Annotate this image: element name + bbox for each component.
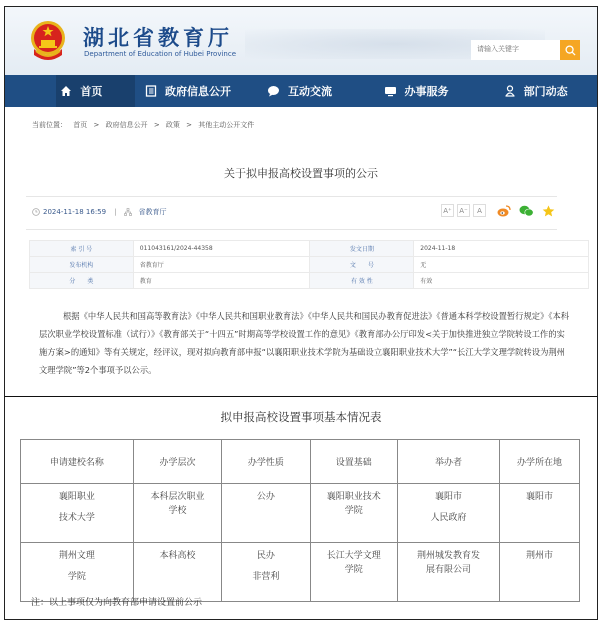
cell-line: 学院 [67, 572, 86, 582]
article-body: 根据《中华人民共和国高等教育法》《中华人民共和国职业教育法》《中华人民共和国民办教育促进法》《普通本科学校设置暂行规定》《本科层次职业学校设置标准（试行）》《教育部关于“十四五”时期高等学校设置工作的意见》《教育部办公厅印发<关于加快推进独立学院转设工作的实施方案>的通知》等有关规定，经评议，现对拟向教育部申报“以襄阳职业技术学院为基础设立襄阳职业技术大学”“长江大学文理学院转设为荆州文理学院”等2个事项予以公示。 [39, 311, 570, 375]
cell-line: 襄阳市 [435, 492, 463, 502]
cell-line: 本科高校 [159, 551, 196, 561]
monitor-icon [384, 85, 397, 97]
cell-line: 展有限公司 [426, 565, 472, 575]
info-value: 无 [414, 257, 589, 273]
breadcrumb-sep: > [186, 121, 193, 129]
info-value: 2024-11-18 [414, 241, 589, 257]
nav-label: 互动交流 [288, 85, 332, 98]
cell-school-name [21, 484, 134, 543]
header-school-name: 申请建校名称 [21, 440, 134, 484]
cell-line: 技术大学 [58, 513, 95, 523]
favorite-star-icon[interactable] [542, 205, 555, 217]
cell-location: 荆州市 [500, 543, 580, 602]
cell-nature [222, 543, 310, 602]
search-icon [565, 45, 576, 56]
info-key: 发布机构 [30, 257, 134, 273]
search-button[interactable] [560, 40, 580, 60]
info-row [30, 241, 589, 257]
table-note: 注：以上事项仅为向教育部申请设置前公示 [31, 598, 203, 608]
table-header-row [21, 440, 580, 484]
cell-school-name [21, 543, 134, 602]
info-value: 011043161/2024-44358 [133, 241, 310, 257]
cell-basis [310, 484, 397, 543]
cell-line: 民办 [256, 551, 275, 561]
header-level: 办学层次 [133, 440, 221, 484]
cell-line: 襄阳职业 [58, 492, 95, 502]
info-key: 索 引 号 [30, 241, 134, 257]
header-sponsor: 举办者 [397, 440, 499, 484]
breadcrumb-policy[interactable]: 政策 [165, 121, 180, 129]
site-title: 湖北省教育厅 [83, 25, 233, 50]
cell-line: 非营利 [252, 572, 280, 582]
cell-sponsor [397, 484, 499, 543]
cell-line: 学院 [344, 565, 363, 575]
article-tools [441, 204, 555, 217]
info-value: 教育 [133, 273, 310, 289]
schools-table-title: 拟申报高校设置事项基本情况表 [220, 410, 382, 424]
font-decrease-button[interactable]: A⁻ [457, 204, 470, 217]
header-basis: 设置基础 [310, 440, 397, 484]
breadcrumb-sep: > [153, 121, 160, 129]
chat-icon [267, 85, 280, 97]
divider [26, 196, 557, 197]
nav-item-interaction[interactable] [257, 75, 372, 107]
article-meta [32, 207, 166, 217]
cell-basis [310, 543, 397, 602]
nav-item-gov-info[interactable] [135, 75, 257, 107]
breadcrumb [32, 120, 258, 130]
divider [26, 229, 557, 230]
cell-line: 学校 [168, 506, 187, 516]
header-location: 办学所在地 [500, 440, 580, 484]
table-row [21, 484, 580, 543]
font-reset-button[interactable]: A [473, 204, 486, 217]
document-icon [145, 85, 157, 97]
national-emblem-icon [28, 19, 68, 65]
font-increase-button[interactable]: A⁺ [441, 204, 454, 217]
cell-level [133, 543, 221, 602]
breadcrumb-gov-info[interactable]: 政府信息公开 [105, 121, 148, 129]
cell-line: 学院 [344, 506, 363, 516]
info-key: 分 类 [30, 273, 134, 289]
webpage-screenshot [4, 6, 598, 398]
wechat-icon[interactable] [519, 205, 534, 217]
info-key: 文 号 [310, 257, 414, 273]
breadcrumb-other-docs[interactable]: 其他主动公开文件 [198, 121, 255, 129]
header-nature: 办学性质 [222, 440, 310, 484]
nav-label: 政府信息公开 [165, 85, 231, 98]
info-row [30, 257, 589, 273]
site-header [5, 7, 597, 75]
search-input[interactable] [471, 40, 561, 60]
nav-item-home[interactable] [56, 75, 135, 107]
main-nav [5, 75, 597, 107]
nav-label: 办事服务 [404, 85, 449, 98]
breadcrumb-prefix: 当前位置： [32, 121, 67, 129]
cell-line: 长江大学文理 [326, 551, 381, 561]
nav-label: 首页 [80, 85, 103, 98]
cell-level [133, 484, 221, 543]
article-title: 关于拟申报高校设置事项的公示 [224, 167, 378, 180]
meta-separator: | [114, 208, 117, 216]
home-icon [60, 85, 72, 97]
document-info-table [29, 240, 589, 289]
publish-datetime: 2024-11-18 16:59 [43, 208, 107, 216]
cell-line: 荆州文理 [58, 551, 95, 561]
info-key: 有 效 性 [310, 273, 414, 289]
cell-line: 本科层次职业 [150, 492, 205, 502]
cell-sponsor [397, 543, 499, 602]
clock-icon [32, 208, 40, 216]
cell-line: 襄阳职业技术 [326, 492, 381, 502]
info-key: 发文日期 [310, 241, 414, 257]
person-icon [504, 85, 516, 97]
site-subtitle: Department of Education of Hubei Province [84, 50, 237, 58]
table-screenshot [4, 397, 598, 620]
article-source: 省教育厅 [138, 208, 167, 216]
nav-item-news[interactable] [494, 75, 597, 107]
cell-line: 荆州城发教育发 [417, 551, 481, 561]
cell-line: 人民政府 [430, 513, 467, 523]
breadcrumb-sep: > [93, 121, 100, 129]
info-value: 省教育厅 [133, 257, 310, 273]
weibo-icon[interactable] [497, 205, 511, 217]
nav-label: 部门动态 [523, 85, 568, 98]
info-value: 有效 [414, 273, 589, 289]
table-row [21, 543, 580, 602]
info-row [30, 273, 589, 289]
breadcrumb-home[interactable]: 首页 [73, 121, 88, 129]
cell-location: 襄阳市 [500, 484, 580, 543]
schools-table [20, 439, 580, 602]
cell-line: 公办 [256, 492, 275, 502]
cell-nature [222, 484, 310, 543]
nav-item-services[interactable] [372, 75, 494, 107]
org-icon [124, 208, 132, 216]
